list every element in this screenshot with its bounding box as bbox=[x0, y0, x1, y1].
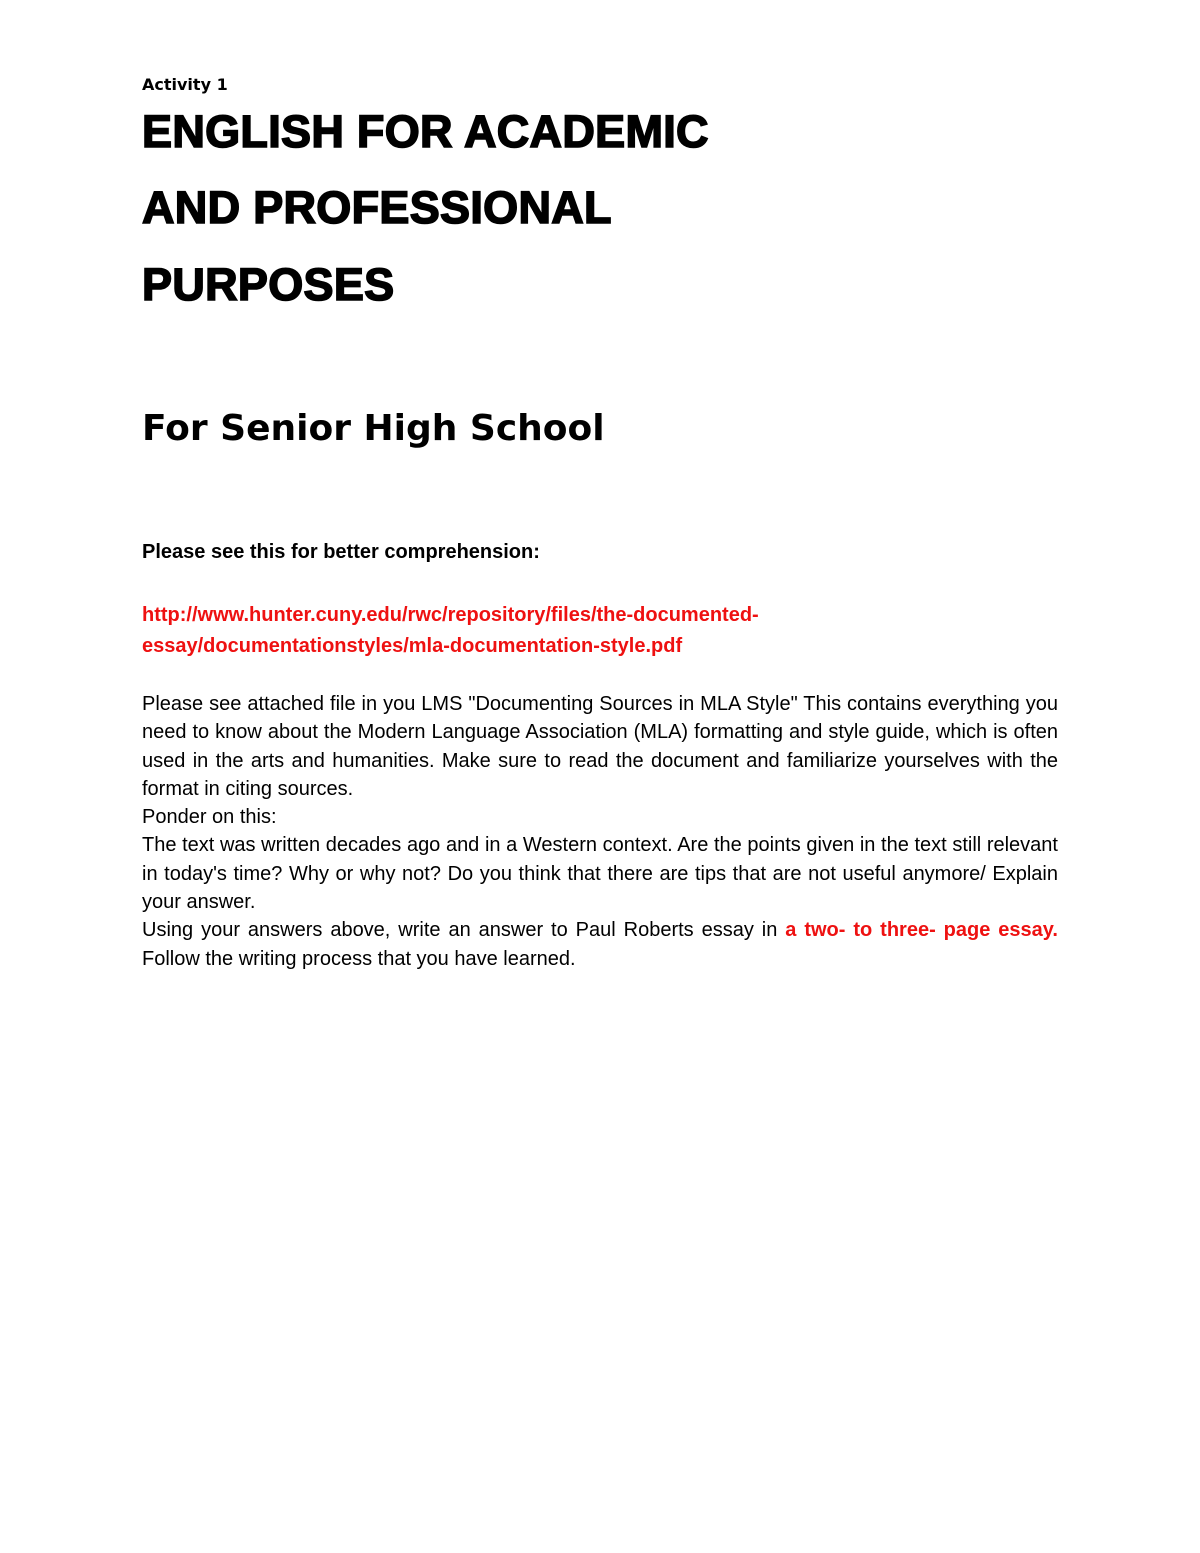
title-line-2: AND PROFESSIONAL bbox=[142, 182, 612, 233]
comprehension-prompt: Please see this for better comprehension: bbox=[142, 541, 540, 563]
paragraph-ponder: Ponder on this: bbox=[142, 806, 277, 829]
mla-guide-link-line-1: http://www.hunter.cuny.edu/rwc/repository/files/the-documented- bbox=[142, 604, 759, 626]
paragraph-attached-file: Please see attached file in you LMS "Documenting Sources in MLA Style" This contains everything you need to know about the Modern Language Association (MLA) formatting and style guide, which is often used in the arts and humanities. Make sure to read the document and familiarize yourselves with the format in citing sources. bbox=[142, 693, 1058, 800]
essay-task-start: Using your answers above, write an answer to Paul Roberts essay in bbox=[142, 919, 786, 942]
instructions-body bbox=[142, 690, 1058, 973]
activity-label: Activity 1 bbox=[142, 75, 228, 94]
paragraph-questions: The text was written decades ago and in a Western context. Are the points given in the text still relevant in today's time? Why or why not? Do you think that there are tips that are not useful anymore/ Explain your answer. bbox=[142, 834, 1058, 914]
subtitle: For Senior High School bbox=[142, 408, 605, 449]
paragraph-essay-task bbox=[142, 916, 1058, 973]
title-line-1: ENGLISH FOR ACADEMIC bbox=[142, 106, 709, 157]
title-line-3: PURPOSES bbox=[142, 259, 395, 310]
essay-task-end: Follow the writing process that you have learned. bbox=[142, 947, 576, 970]
mla-guide-link-line-2: essay/documentationstyles/mla-documentation-style.pdf bbox=[142, 635, 683, 657]
essay-length-emphasis: a two- to three- page essay. bbox=[785, 919, 1058, 942]
mla-guide-link[interactable] bbox=[142, 600, 1058, 662]
